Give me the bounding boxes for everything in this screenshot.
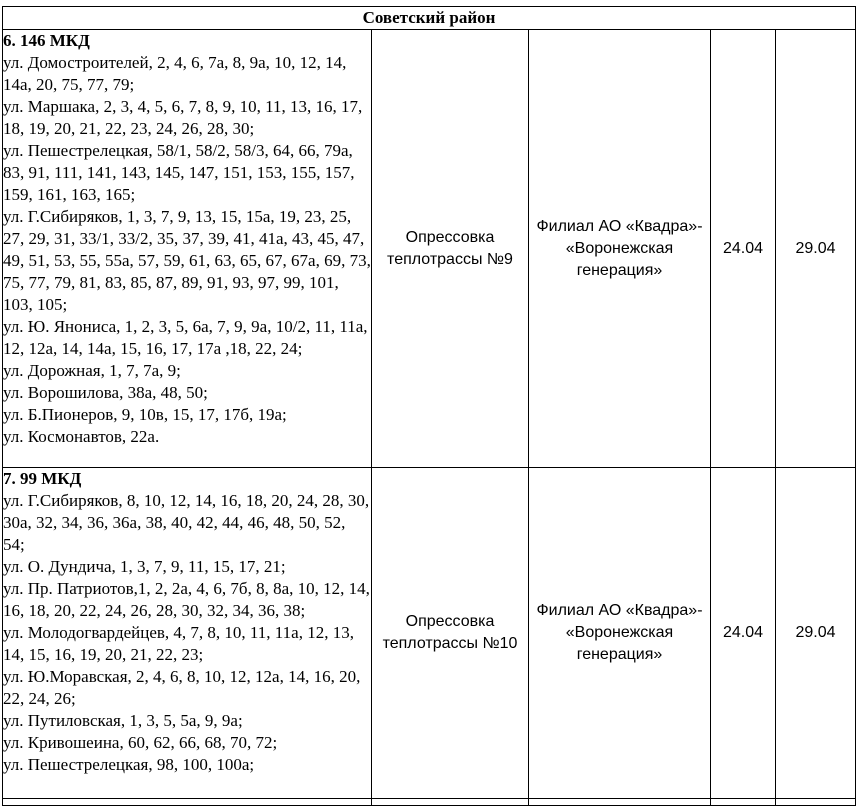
address-line: ул. Ворошилова, 38а, 48, 50; — [3, 383, 208, 402]
address-line: ул. Маршака, 2, 3, 4, 5, 6, 7, 8, 9, 10, 11, 13, 16, 17, 18, 19, 20, 21, 22, 23, 24, 26, 28, 30; — [3, 97, 363, 138]
work-type-cell: Опрессовка теплотрассы №10 — [372, 468, 529, 799]
table-row — [3, 468, 856, 799]
address-line: ул. Г.Сибиряков, 8, 10, 12, 14, 16, 18, 20, 24, 28, 30, 30а, 32, 34, 36, 36а, 38, 40, 42, 44, 46, 48, 50, 52, 54; — [3, 491, 370, 554]
address-line: ул. Ю. Янониса, 1, 2, 3, 5, 6а, 7, 9, 9а, 10/2, 11, 11а, 12, 12а, 14, 14а, 15, 16, 17, 17а ,18, 22, 24; — [3, 317, 368, 358]
address-cell — [3, 468, 372, 799]
address-line: ул. О. Дундича, 1, 3, 7, 9, 11, 15, 17, 21; — [3, 557, 286, 576]
group-title: 7. 99 МКД — [3, 469, 82, 488]
address-line: ул. Космонавтов, 22а. — [3, 427, 160, 446]
district-title: Советский район — [3, 7, 856, 30]
district-header-row — [3, 7, 856, 30]
address-line: ул. Домостроителей, 2, 4, 6, 7а, 8, 9а, 10, 12, 14, 14а, 20, 75, 77, 79; — [3, 53, 347, 94]
work-type-cell: Опрессовка теплотрассы №9 — [372, 30, 529, 468]
address-line: ул. Молодогвардейцев, 4, 7, 8, 10, 11, 11а, 12, 13, 14, 15, 16, 19, 20, 21, 22, 23; — [3, 623, 354, 664]
table-row — [3, 30, 856, 468]
address-line: ул. Пешестрелецкая, 58/1, 58/2, 58/3, 64, 66, 79а, 83, 91, 111, 141, 143, 145, 147, 151, 153, 155, 157, 159, 161, 163, 165; — [3, 141, 355, 204]
start-date-cell: 24.04 — [711, 468, 776, 799]
address-line: ул. Ю.Моравская, 2, 4, 6, 8, 10, 12, 12а, 14, 16, 20, 22, 24, 26; — [3, 667, 361, 708]
end-date-cell: 29.04 — [776, 468, 856, 799]
group-title: 6. 146 МКД — [3, 31, 90, 50]
address-line: ул. Б.Пионеров, 9, 10в, 15, 17, 17б, 19а; — [3, 405, 287, 424]
organization-cell: Филиал АО «Квадра»- «Воронежская генерация» — [529, 468, 711, 799]
organization-cell: Филиал АО «Квадра»- «Воронежская генерация» — [529, 30, 711, 468]
address-line: ул. Пешестрелецкая, 98, 100, 100а; — [3, 755, 255, 774]
end-date-cell: 29.04 — [776, 30, 856, 468]
start-date-cell: 24.04 — [711, 30, 776, 468]
address-line: ул. Г.Сибиряков, 1, 3, 7, 9, 13, 15, 15а, 19, 23, 25, 27, 29, 31, 33/1, 33/2, 35, 37, 39, 41, 41а, 43, 45, 47, 49, 51, 53, 55, 55а, 57, 59, 61, 63, 65, 67, 67а, 69, 73, 75, 77, 79, 81, 83, 85, 87, 89, 91, 93, 97, 99, 101, 103, 105; — [3, 207, 371, 314]
address-line: ул. Пр. Патриотов,1, 2, 2а, 4, 6, 7б, 8, 8а, 10, 12, 14, 16, 18, 20, 22, 24, 26, 28, 30, 32, 34, 36, 38; — [3, 579, 370, 620]
outage-table — [2, 6, 856, 806]
address-line: ул. Дорожная, 1, 7, 7а, 9; — [3, 361, 181, 380]
address-line: ул. Путиловская, 1, 3, 5, 5а, 9, 9а; — [3, 711, 243, 730]
address-line: ул. Кривошеина, 60, 62, 66, 68, 70, 72; — [3, 733, 278, 752]
next-row-partial — [3, 799, 856, 806]
address-cell — [3, 30, 372, 468]
